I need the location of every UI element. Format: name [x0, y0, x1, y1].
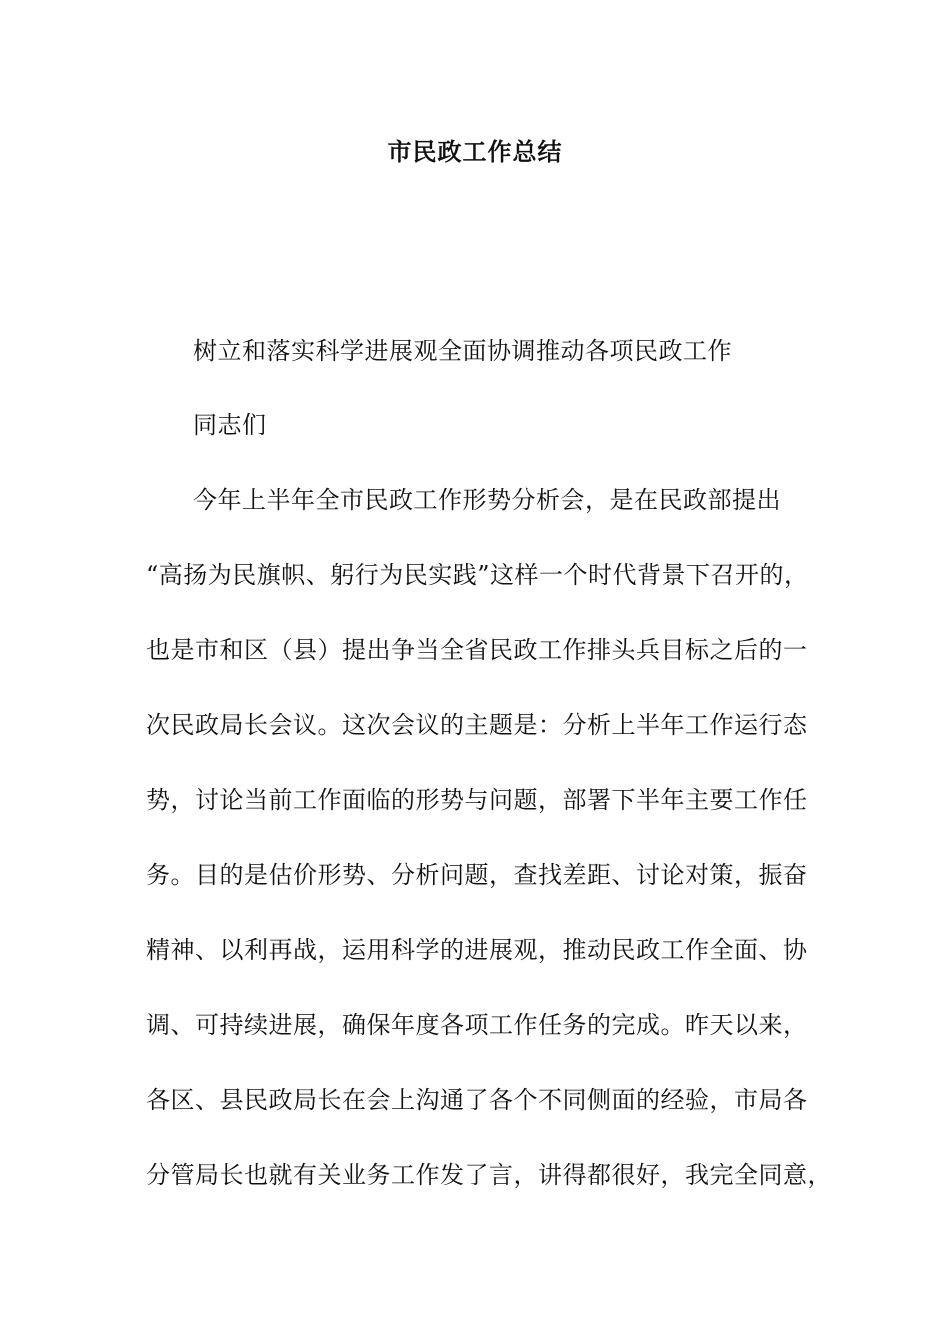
- paragraph-line-1: 今年上半年全市民政工作形势分析会，是在民政部提出: [193, 486, 781, 514]
- paragraph-line-8: 调、可持续进展，确保年度各项工作任务的完成。昨天以来，: [146, 1011, 808, 1039]
- paragraph-line-9: 各区、县民政局长在会上沟通了各个不同侧面的经验，市局各: [146, 1086, 808, 1114]
- paragraph-line-5: 势，讨论当前工作面临的形势与问题，部署下半年主要工作任: [146, 786, 808, 814]
- paragraph-line-7: 精神、以利再战，运用科学的进展观，推动民政工作全面、协: [146, 936, 808, 964]
- paragraph-line-4: 次民政局长会议。这次会议的主题是：分析上半年工作运行态: [146, 711, 808, 739]
- document-subtitle: 树立和落实科学进展观全面协调推动各项民政工作: [193, 337, 732, 365]
- paragraph-line-2: “高扬为民旗帜、躬行为民实践”这样一个时代背景下召开的，: [146, 561, 809, 589]
- salutation: 同志们: [193, 411, 267, 439]
- document-title: 市民政工作总结: [387, 138, 563, 166]
- paragraph-line-3: 也是市和区（县）提出争当全省民政工作排头兵目标之后的一: [146, 636, 808, 664]
- paragraph-line-10: 分管局长也就有关业务工作发了言，讲得都很好，我完全同意，: [146, 1161, 832, 1189]
- paragraph-line-6: 务。目的是估价形势、分析问题，查找差距、讨论对策，振奋: [146, 861, 808, 889]
